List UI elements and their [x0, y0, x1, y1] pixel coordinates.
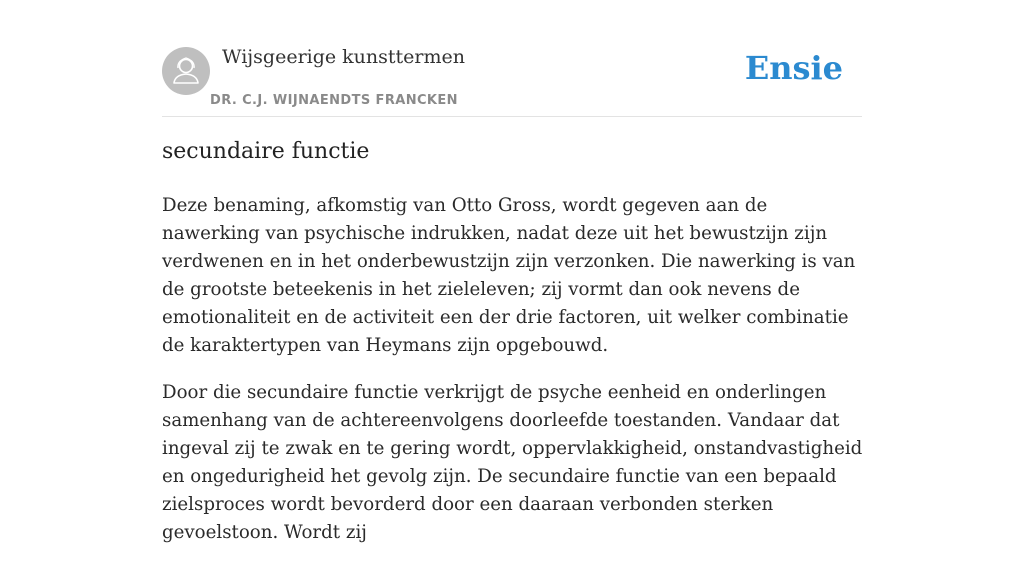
paragraph: Door die secundaire functie verkrijgt de psyche eenheid en onderlingen samenhang van de achtereenvolgens doorleefde toestanden. Vandaar dat ingeval zij te zwak en te gering wordt, oppervlakkigheid, onstandvastigheid en ongedurigheid het gevolg zijn. De secundaire functie van een bepaald zielsproces wordt bevorderd door een daaraan verbonden sterken gevoelstoon. Wordt zij	[162, 382, 863, 543]
author-name[interactable]: DR. C.J. WIJNAENDTS FRANCKEN	[210, 93, 458, 108]
entry-title: secundaire functie	[162, 139, 370, 164]
entry-body	[162, 192, 868, 566]
book-title[interactable]: Wijsgeerige kunsttermen	[222, 46, 466, 68]
book-header	[162, 46, 862, 117]
ensie-logo[interactable]: Ensie	[744, 49, 843, 87]
paragraph: Deze benaming, afkomstig van Otto Gross, wordt gegeven aan de nawerking van psychische indrukken, nadat deze uit het bewustzijn zijn verdwenen en in het onderbewustzijn zijn verzonken. Die nawerking is van de grootste beteekenis in het zieleleven; zij vormt dan ook nevens de emotionaliteit en de activiteit een der drie factoren, uit welker combinatie de karaktertypen van Heymans zijn opgebouwd.	[162, 195, 856, 356]
user-avatar-icon[interactable]	[162, 47, 210, 95]
